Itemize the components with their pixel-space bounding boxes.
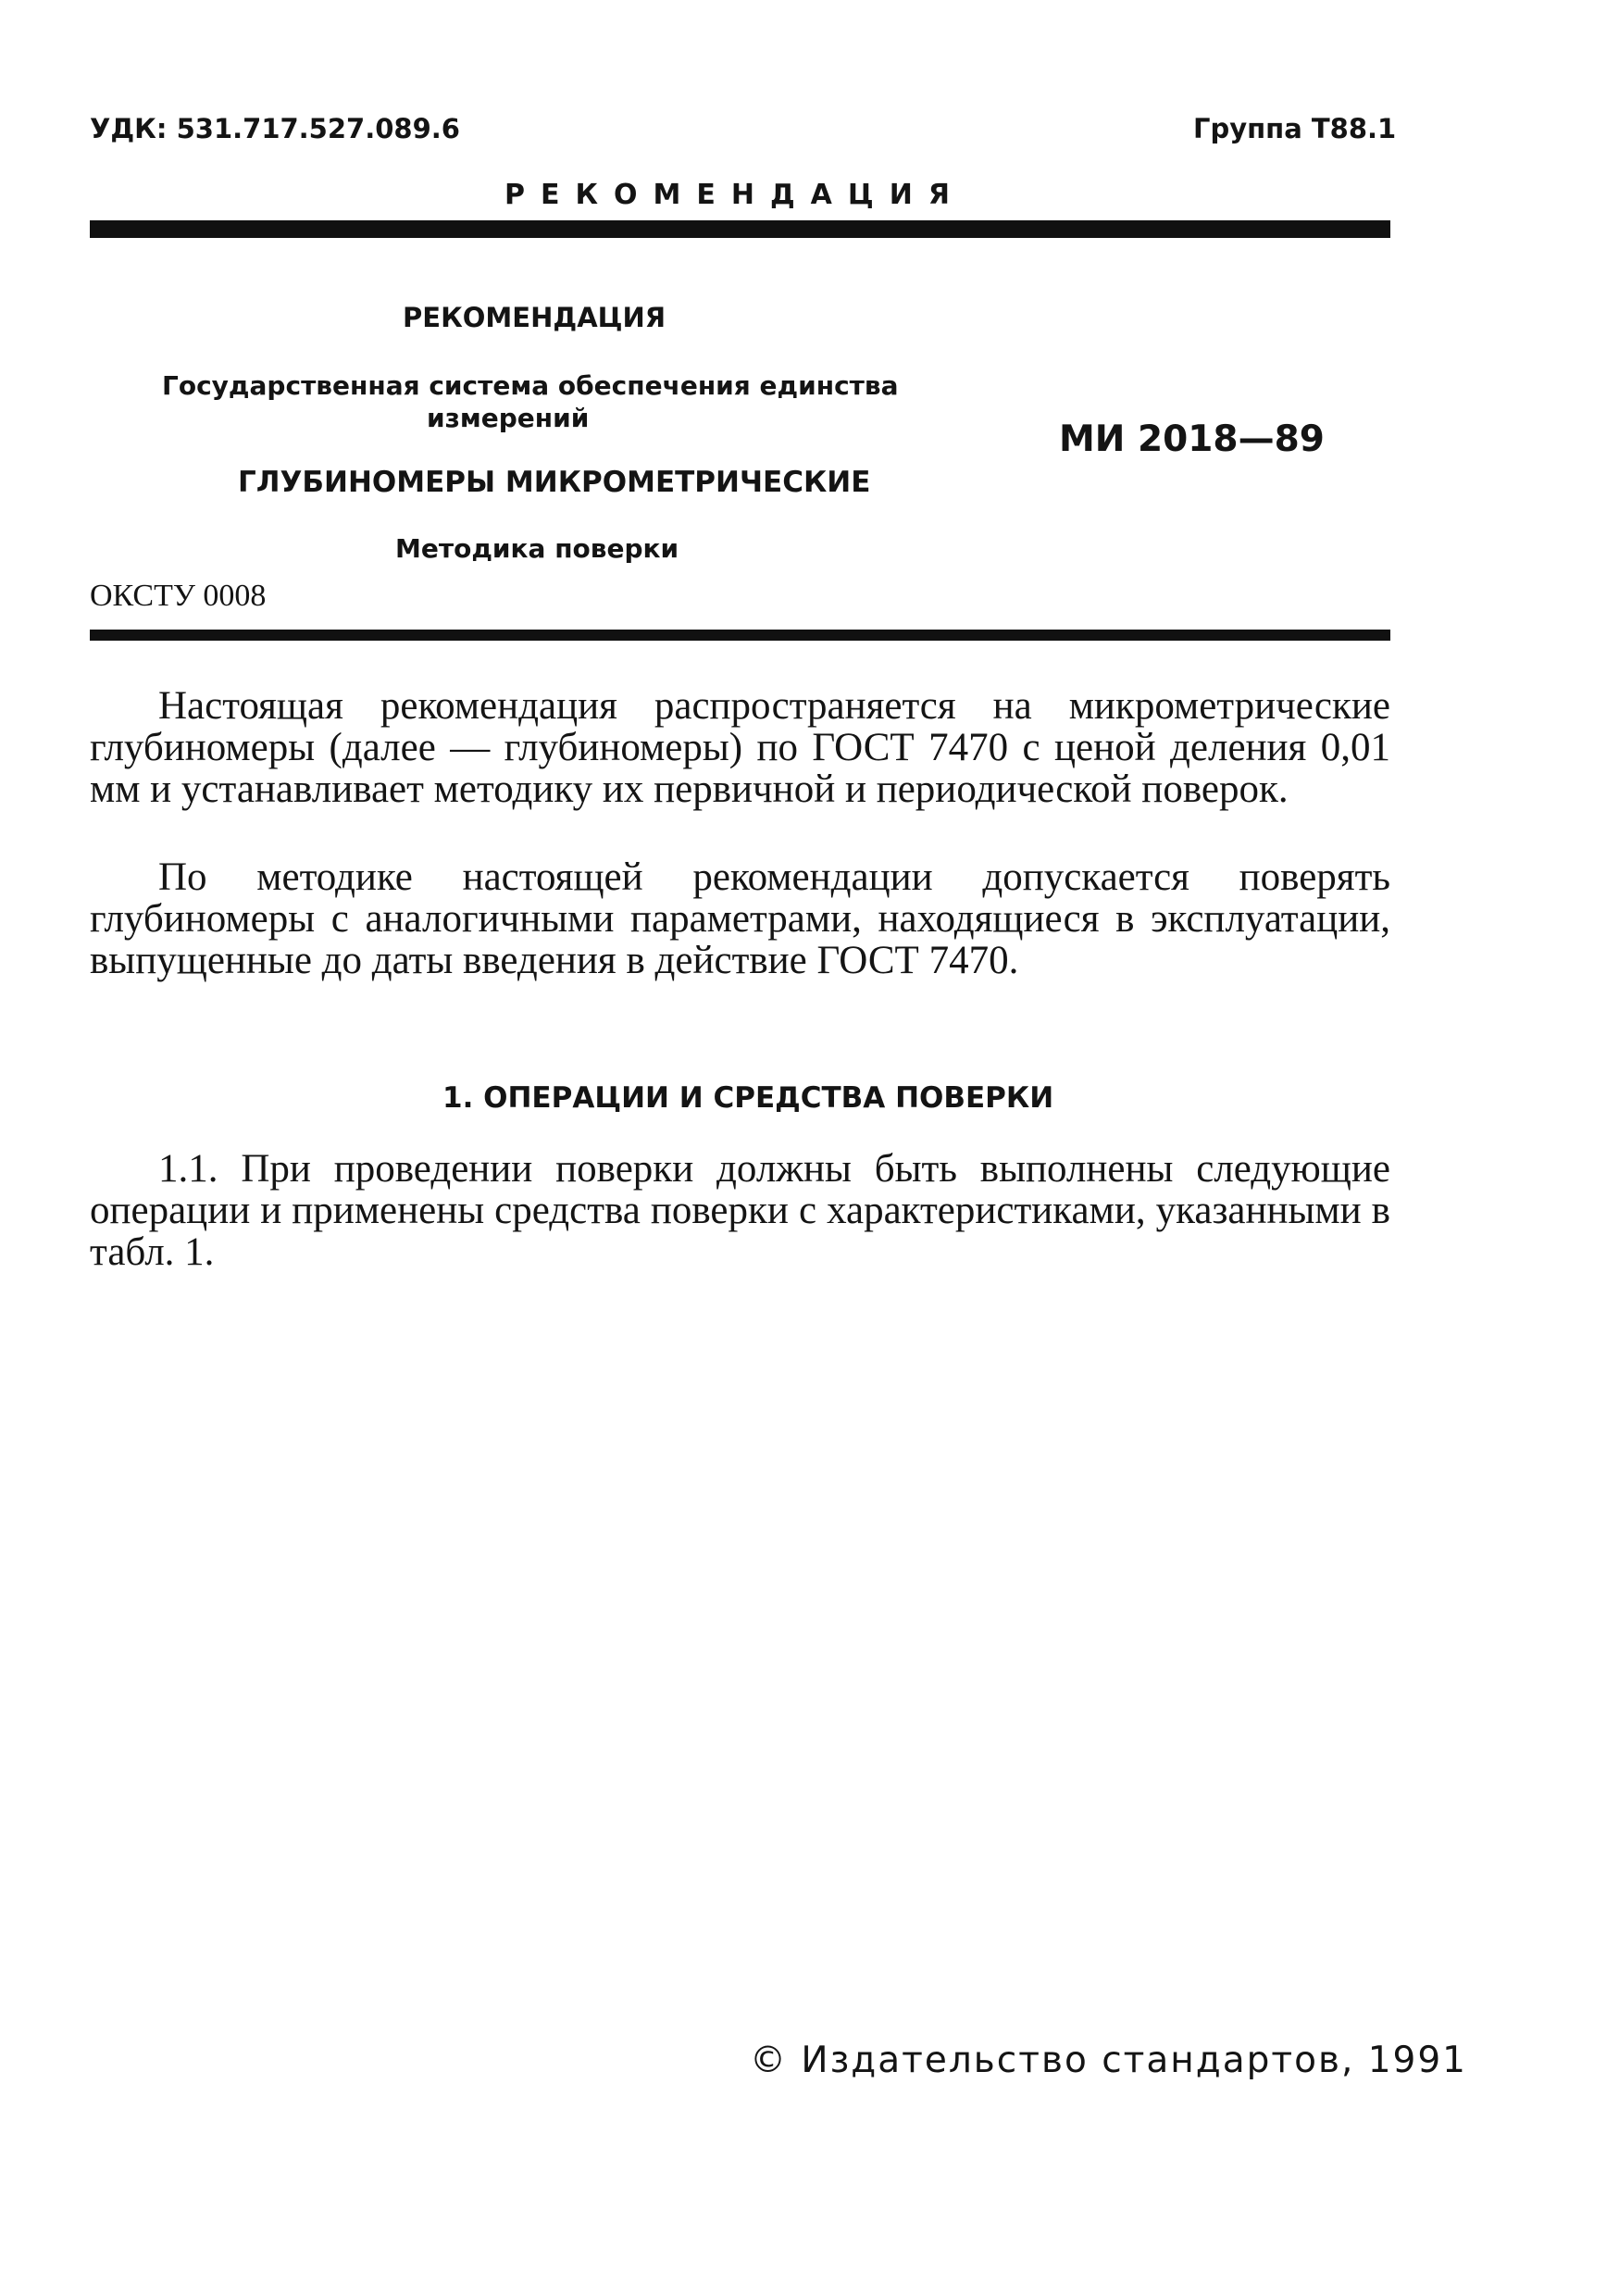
header-banner: РЕКОМЕНДАЦИЯ	[504, 179, 965, 211]
intro-paragraph: Настоящая рекомендация распространяется на микрометрические глубиномеры (далее — глубиномеры) по ГОСТ 7470 с ценой деления 0,01 мм и устанавливает методику их первичной и периодической поверок.	[90, 684, 1390, 811]
oksty-code: ОКСТУ 0008	[90, 579, 267, 613]
group-code: Группа Т88.1	[1193, 113, 1397, 144]
document-number: МИ 2018—89	[1059, 418, 1325, 460]
document-subtitle: Методика поверки	[395, 533, 679, 564]
bottom-divider	[90, 630, 1390, 641]
scope-paragraph: По методике настоящей рекомендации допускается поверять глубиномеры с аналогичными параметрами, находящиеся в эксплуатации, выпущенные до даты введения в действие ГОСТ 7470.	[90, 855, 1390, 982]
clause-paragraph: 1.1. При проведении поверки должны быть выполнены следующие операции и применены средства поверки с характеристиками, указанными в табл. 1.	[90, 1147, 1390, 1274]
copyright-notice: © Издательство стандартов, 1991	[750, 2040, 1467, 2081]
system-name-line2: измерений	[427, 403, 590, 433]
document-title: ГЛУБИНОМЕРЫ МИКРОМЕТРИЧЕСКИЕ	[238, 466, 871, 499]
top-divider	[90, 220, 1390, 238]
udk-code: УДК: 531.717.527.089.6	[90, 113, 460, 144]
section-title: 1. ОПЕРАЦИИ И СРЕДСТВА ПОВЕРКИ	[442, 1081, 1054, 1115]
system-name-line1: Государственная система обеспечения единства	[162, 370, 899, 401]
document-type: РЕКОМЕНДАЦИЯ	[403, 302, 666, 333]
